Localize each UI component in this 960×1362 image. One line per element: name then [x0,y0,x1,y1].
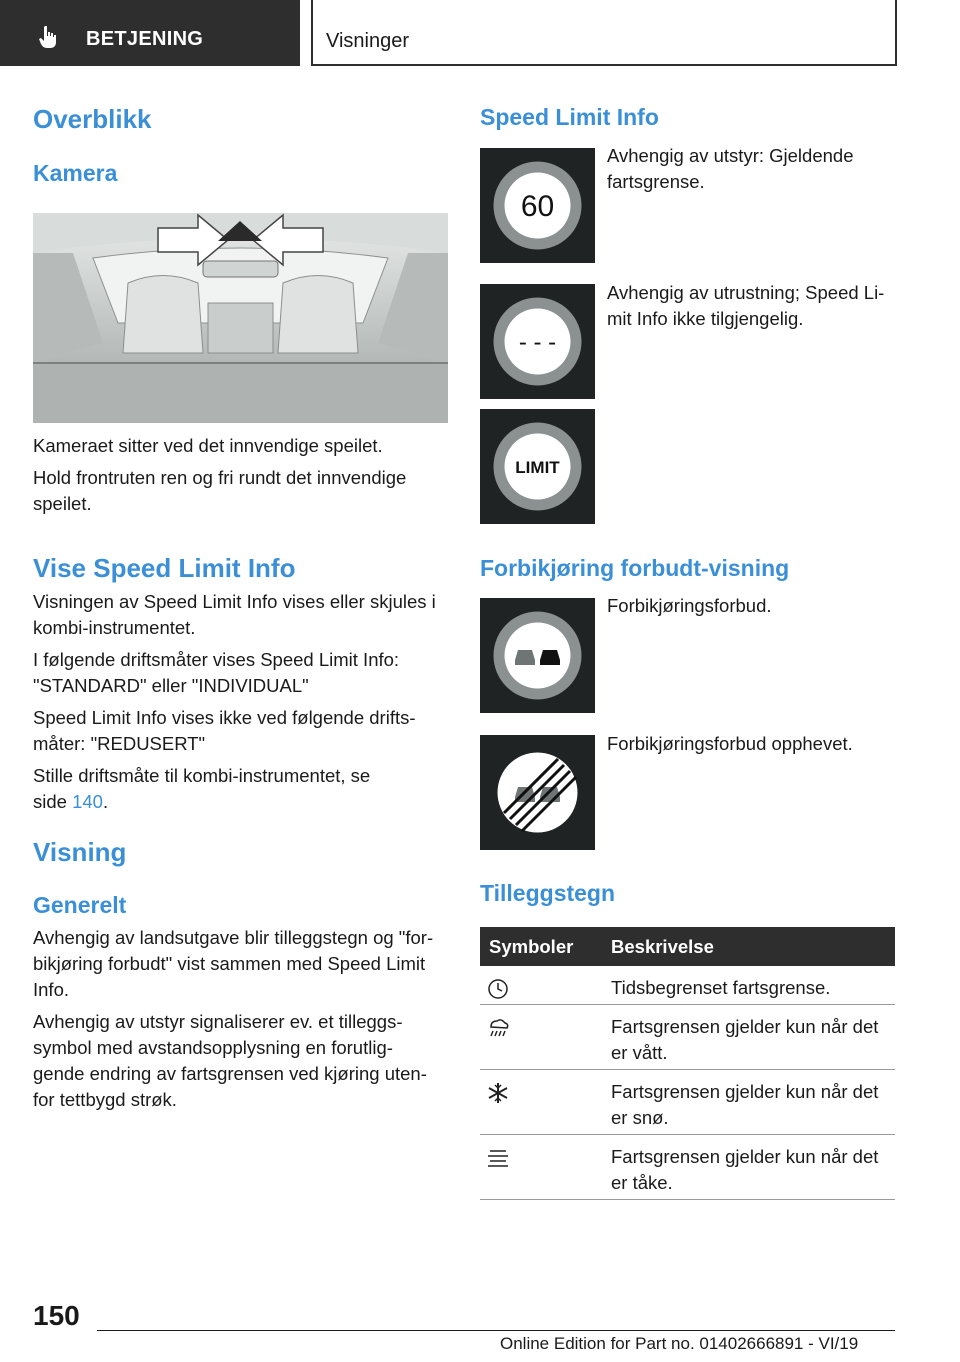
speed-60-sign-icon [480,148,595,263]
heading-visning: Visning [33,837,127,867]
sign-60-label: 60 [520,190,555,223]
page-link-140[interactable]: 140 [72,791,103,812]
generelt-paragraph-2d: for tettbygd strøk. [33,1089,177,1110]
page-number: 150 [33,1300,80,1331]
chapter-header [311,0,897,66]
side-text: side [33,791,73,812]
fog-icon [485,1145,511,1171]
generelt-paragraph-1c: Info. [33,979,69,1000]
generelt-paragraph-2c: gende endring av fartsgrensen ved kjøring uten- [33,1063,427,1084]
heading-tilleggstegn: Tilleggstegn [480,880,616,906]
car-interior-image [33,213,448,423]
vise-paragraph-2a: I følgende driftsmåter vises Speed Limit Info: [33,649,400,670]
row-desc-line: Fartsgrensen gjelder kun når det [611,1146,879,1167]
table-row [480,1005,895,1070]
row-desc [611,975,895,1001]
sign-no-overtaking [480,598,595,713]
supplementary-signs-table [480,927,895,1200]
generelt-paragraph-2a: Avhengig av utstyr signaliserer ev. et tilleggs- [33,1011,403,1032]
clock-icon [485,976,511,1002]
sign-limit-label: LIMIT [515,458,560,477]
col-beskrivelse: Beskrivelse [611,936,714,957]
heading-generelt: Generelt [33,892,127,918]
period-text: . [102,791,109,812]
table-row [480,1135,895,1200]
table-row [480,966,895,1005]
snowflake-icon [485,1080,511,1106]
sign-dash-desc-a: Avhengig av utrustning; Speed Li- [607,282,885,303]
sign-unavailable [480,284,595,399]
row-desc-line: Fartsgrensen gjelder kun når det [611,1081,879,1102]
no-overtaking-desc: Forbikjøringsforbud. [607,595,772,616]
heading-overblikk: Overblikk [33,104,152,134]
chapter-title: Visninger [326,30,410,52]
vise-paragraph-2b: "STANDARD" eller "INDIVIDUAL" [33,675,309,696]
limit-sign-icon [480,409,595,524]
table-header [480,927,895,966]
row-desc-line: Fartsgrensen gjelder kun når det [611,1016,879,1037]
no-overtaking-sign-icon [480,598,595,713]
sign-60-desc-a: Avhengig av utstyr: Gjeldende [607,145,854,166]
rain-icon [485,1015,511,1041]
row-desc [611,1144,895,1196]
row-desc-line: er tåke. [611,1172,673,1193]
sign-dash-desc-b: mit Info ikke tilgjengelig. [607,308,804,329]
heading-vise-speed-limit: Vise Speed Limit Info [33,553,296,583]
generelt-paragraph-1a: Avhengig av landsutgave blir tilleggstegn og "for- [33,927,434,948]
sign-speed-60 [480,148,595,263]
end-no-overtaking-desc: Forbikjøringsforbud opphevet. [607,733,853,754]
section-tab[interactable] [0,0,300,66]
speed-unavailable-sign-icon [480,284,595,399]
row-desc-line: Tidsbegrenset fartsgrense. [611,977,831,998]
sign-dash-label: - - - [518,329,557,356]
row-desc-line: er vått. [611,1042,668,1063]
sign-60-desc-b: fartsgrense. [607,171,705,192]
footer-divider [97,1330,895,1331]
col-symboler: Symboler [489,936,574,957]
camera-paragraph-2a: Hold frontruten ren og fri rundt det innvendige [33,467,407,488]
section-label: BETJENING [86,28,204,50]
camera-illustration [33,213,448,423]
heading-forbikjoring: Forbikjøring forbudt-visning [480,555,790,581]
vise-paragraph-1a: Visningen av Speed Limit Info vises eller skjules i [33,591,436,612]
table-row [480,1070,895,1135]
vise-paragraph-4b [33,789,108,815]
hand-pointer-icon [36,24,62,50]
sign-end-no-overtaking [480,735,595,850]
sign-limit [480,409,595,524]
generelt-paragraph-2b: symbol med avstandsopplysning en forutlig- [33,1037,393,1058]
vise-paragraph-4a: Stille driftsmåte til kombi-instrumentet, se [33,765,371,786]
row-desc-line: er snø. [611,1107,669,1128]
generelt-paragraph-1b: bikjøring forbudt" vist sammen med Speed Limit [33,953,426,974]
end-no-overtaking-sign-icon [480,735,595,850]
camera-paragraph-1: Kameraet sitter ved det innvendige speilet. [33,435,383,456]
camera-paragraph-2b: speilet. [33,493,92,514]
vise-paragraph-1b: kombi-instrumentet. [33,617,196,638]
row-desc [611,1014,895,1066]
heading-speed-limit-info: Speed Limit Info [480,104,659,130]
vise-paragraph-3a: Speed Limit Info vises ikke ved følgende drifts- [33,707,416,728]
heading-kamera: Kamera [33,160,118,186]
footer-edition: Online Edition for Part no. 01402666891 - VI/19 [500,1334,859,1353]
row-desc [611,1079,895,1131]
vise-paragraph-3b: måter: "REDUSERT" [33,733,206,754]
